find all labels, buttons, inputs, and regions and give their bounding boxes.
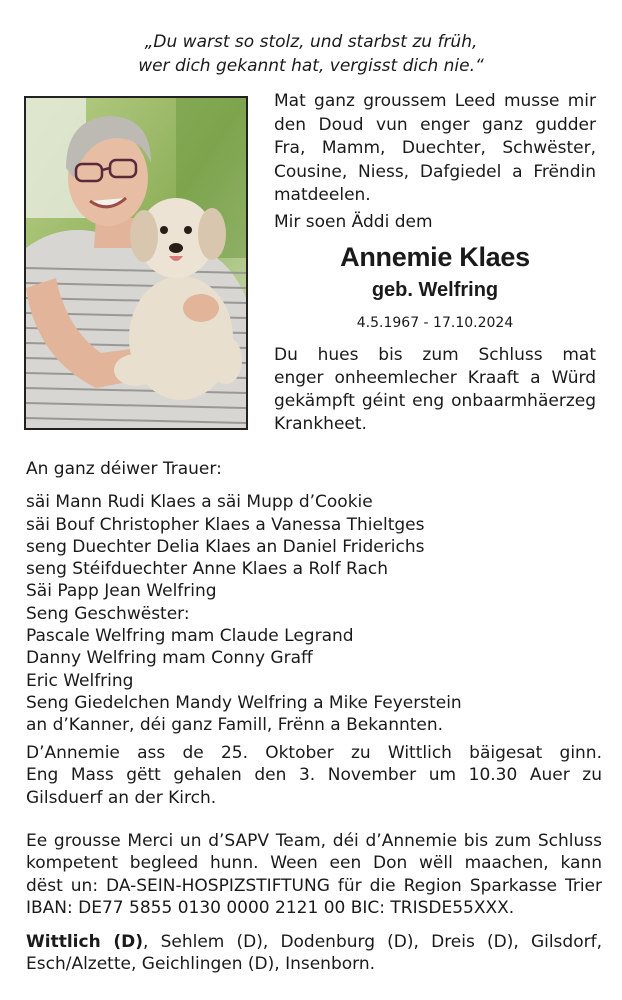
mourners-list — [26, 458, 602, 737]
intro-line: matdeelen. — [274, 185, 371, 205]
illness-line: enger onheemlecher Kraaft a Würd — [274, 368, 596, 388]
maiden-name: geb. Welfring — [371, 279, 499, 301]
thanks-line: IBAN: DE77 5855 0130 0000 2121 00 BIC: TRISDE55XXX. — [26, 897, 515, 918]
thanks-line: kompetent begleed hunn. Ween een Don wëll maachen, kann — [26, 853, 602, 874]
announcement-intro — [274, 90, 596, 234]
farewell-line: Mir soen Äddi dem — [274, 211, 433, 232]
quote-line: „Du warst so stolz, und starbst zu früh, — [144, 32, 478, 52]
mourner-line: seng Duechter Delia Klaes an Daniel Friderichs — [26, 536, 425, 557]
places-list — [26, 931, 602, 976]
mourner-line: seng Stéifduechter Anne Klaes a Rolf Rach — [26, 559, 388, 580]
mourner-line: Danny Welfring mam Conny Graff — [26, 648, 313, 669]
mourner-line: Eric Welfring — [26, 670, 134, 691]
portrait-photo — [24, 96, 248, 430]
illness-line: Krankheet. — [274, 414, 367, 434]
mourner-line: säi Mann Rudi Klaes a säi Mupp d’Cookie — [26, 492, 373, 513]
mourners-heading: An ganz déiwer Trauer: — [26, 459, 222, 479]
intro-line: Mat ganz groussem Leed musse mir — [274, 91, 596, 111]
thanks-line: Ee grousse Merci un d’SAPV Team, déi d’Annemie bis zum Schluss — [26, 831, 602, 851]
places-line: Esch/Alzette, Geichlingen (D), Insenborn. — [26, 954, 376, 975]
mourner-line: Seng Giedelchen Mandy Welfring a Mike Feyerstein — [26, 692, 462, 713]
intro-line: Fra, Mamm, Duechter, Schwëster, — [274, 138, 596, 158]
memorial-quote — [0, 30, 622, 78]
intro-line: Cousine, Niess, Dafgiedel a Frëndin — [274, 161, 596, 182]
life-dates: 4.5.1967 - 17.10.2024 — [356, 315, 514, 331]
illness-line: Du hues bis zum Schluss mat — [274, 345, 596, 365]
funeral-line: Gilsduerf an der Kirch. — [26, 787, 217, 808]
intro-line: den Doud vun enger ganz gudder — [274, 114, 596, 135]
mourner-line: an d’Kanner, déi ganz Famill, Frënn a Bekannten. — [26, 715, 444, 736]
thanks-notice — [26, 830, 602, 919]
mourner-line: Seng Geschwëster: — [26, 603, 190, 624]
mourner-line: Pascale Welfring mam Claude Legrand — [26, 626, 354, 647]
illness-text — [274, 344, 596, 436]
deceased-name: Annemie Klaes — [340, 242, 530, 272]
places-towns: , Sehlem (D), Dodenburg (D), Dreis (D), Gilsdorf, — [143, 932, 602, 952]
places-line — [26, 931, 602, 953]
illness-line: gekämpft géint eng onbaarmhäerzeg — [274, 391, 596, 411]
funeral-line: Eng Mass gëtt gehalen den 3. November um 10.30 Auer zu — [26, 765, 602, 786]
places-bold-town: Wittlich (D) — [26, 932, 143, 952]
mourner-line: säi Bouf Christopher Klaes a Vanessa Thieltges — [26, 514, 425, 535]
funeral-line: D’Annemie ass de 25. Oktober zu Wittlich bäigesat ginn. — [26, 743, 602, 763]
thanks-line: dëst un: DA-SEIN-HOSPIZSTIFTUNG für die Region Sparkasse Trier — [26, 875, 602, 896]
quote-line: wer dich gekannt hat, vergisst dich nie.“ — [138, 56, 484, 76]
mourner-line: Säi Papp Jean Welfring — [26, 581, 217, 602]
funeral-notice — [26, 742, 602, 809]
portrait-illustration — [26, 98, 246, 428]
